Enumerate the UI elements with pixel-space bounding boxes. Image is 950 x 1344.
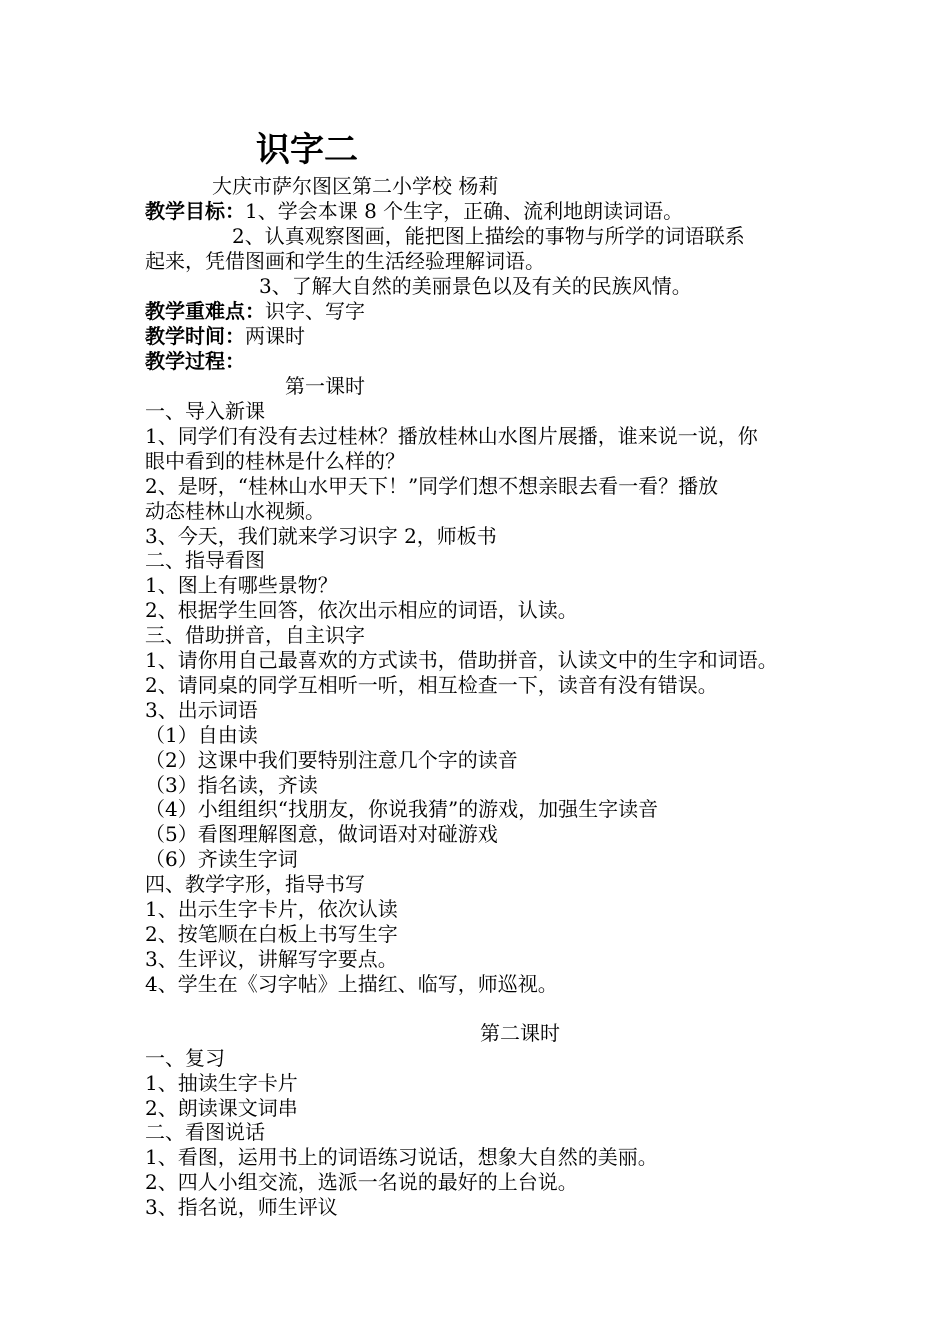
text-line: 1、出示生字卡片，依次认读 <box>145 897 398 921</box>
text-line: 2、按笔顺在白板上书写生字 <box>145 921 398 946</box>
text-line: （1）自由读 <box>145 722 258 747</box>
text-line: 3、今天，我们就来学习识字 2，师板书 <box>145 523 497 548</box>
text-line: 二、看图说话 <box>145 1120 265 1145</box>
text-line: （6）齐读生字词 <box>145 847 298 872</box>
text-line: 三、借助拼音，自主识字 <box>145 623 365 648</box>
time-label: 教学时间： <box>145 324 245 348</box>
text-line: 4、学生在《习字帖》上描红、临写，师巡视。 <box>145 971 558 996</box>
lesson2-heading: 第二课时 <box>480 1021 560 1045</box>
text-line: （5）看图理解图意，做词语对对碰游戏 <box>145 822 498 847</box>
author-line: 大庆市萨尔图区第二小学校 杨莉 <box>212 174 499 198</box>
goal-line-2b: 起来，凭借图画和学生的生活经验理解词语。 <box>145 249 545 273</box>
text-line: 动态桂林山水视频。 <box>145 498 325 523</box>
text-line: （4）小组组织“找朋友，你说我猜”的游戏，加强生字读音 <box>145 797 659 822</box>
text-line: 3、指名说，师生评议 <box>145 1194 338 1219</box>
goal-line-2a: 2、认真观察图画，能把图上描绘的事物与所学的词语联系 <box>232 224 745 248</box>
goals-label: 教学目标： <box>145 199 245 223</box>
text-line: 眼中看到的桂林是什么样的？ <box>145 448 405 473</box>
text-line: 2、四人小组交流，选派一名说的最好的上台说。 <box>145 1170 578 1194</box>
text-line: 二、指导看图 <box>145 548 265 573</box>
text-line: 3、出示词语 <box>145 697 258 722</box>
text-line: 1、请你用自己最喜欢的方式读书，借助拼音，认读文中的生字和词语。 <box>145 648 778 672</box>
key-points-label: 教学重难点： <box>145 299 265 323</box>
text-line: 2、根据学生回答，依次出示相应的词语，认读。 <box>145 598 578 623</box>
text-line: （3）指名读，齐读 <box>145 772 318 797</box>
text-line: 3、生评议，讲解写字要点。 <box>145 946 398 971</box>
text-line: 1、同学们有没有去过桂林？播放桂林山水图片展播，谁来说一说，你 <box>145 423 758 448</box>
text-line: 一、复习 <box>145 1046 225 1070</box>
document-title: 识字二 <box>256 130 358 170</box>
text-line: 1、图上有哪些景物？ <box>145 573 338 598</box>
goal-line-1 <box>145 199 835 224</box>
text-line: （2）这课中我们要特别注意几个字的读音 <box>145 747 518 772</box>
text-line: 2、请同桌的同学互相听一听，相互检查一下，读音有没有错误。 <box>145 672 718 697</box>
key-points-line <box>145 299 835 324</box>
text-line: 2、朗读课文词串 <box>145 1095 298 1120</box>
time-line <box>145 324 835 349</box>
goal-1: 1、学会本课 8 个生字，正确、流利地朗读词语。 <box>245 199 684 223</box>
lesson1-heading: 第一课时 <box>285 374 365 398</box>
text-line: 2、是呀，“桂林山水甲天下！”同学们想不想亲眼去看一看？播放 <box>145 473 719 498</box>
key-points-value: 识字、写字 <box>265 299 365 323</box>
goal-line-3: 3、了解大自然的美丽景色以及有关的民族风情。 <box>259 274 692 298</box>
time-value: 两课时 <box>245 324 305 348</box>
process-label: 教学过程： <box>145 349 245 373</box>
text-line: 1、看图，运用书上的词语练习说话，想象大自然的美丽。 <box>145 1145 658 1170</box>
text-line: 1、抽读生字卡片 <box>145 1070 298 1095</box>
text-line: 四、教学字形，指导书写 <box>145 872 365 897</box>
text-line: 一、导入新课 <box>145 399 265 423</box>
